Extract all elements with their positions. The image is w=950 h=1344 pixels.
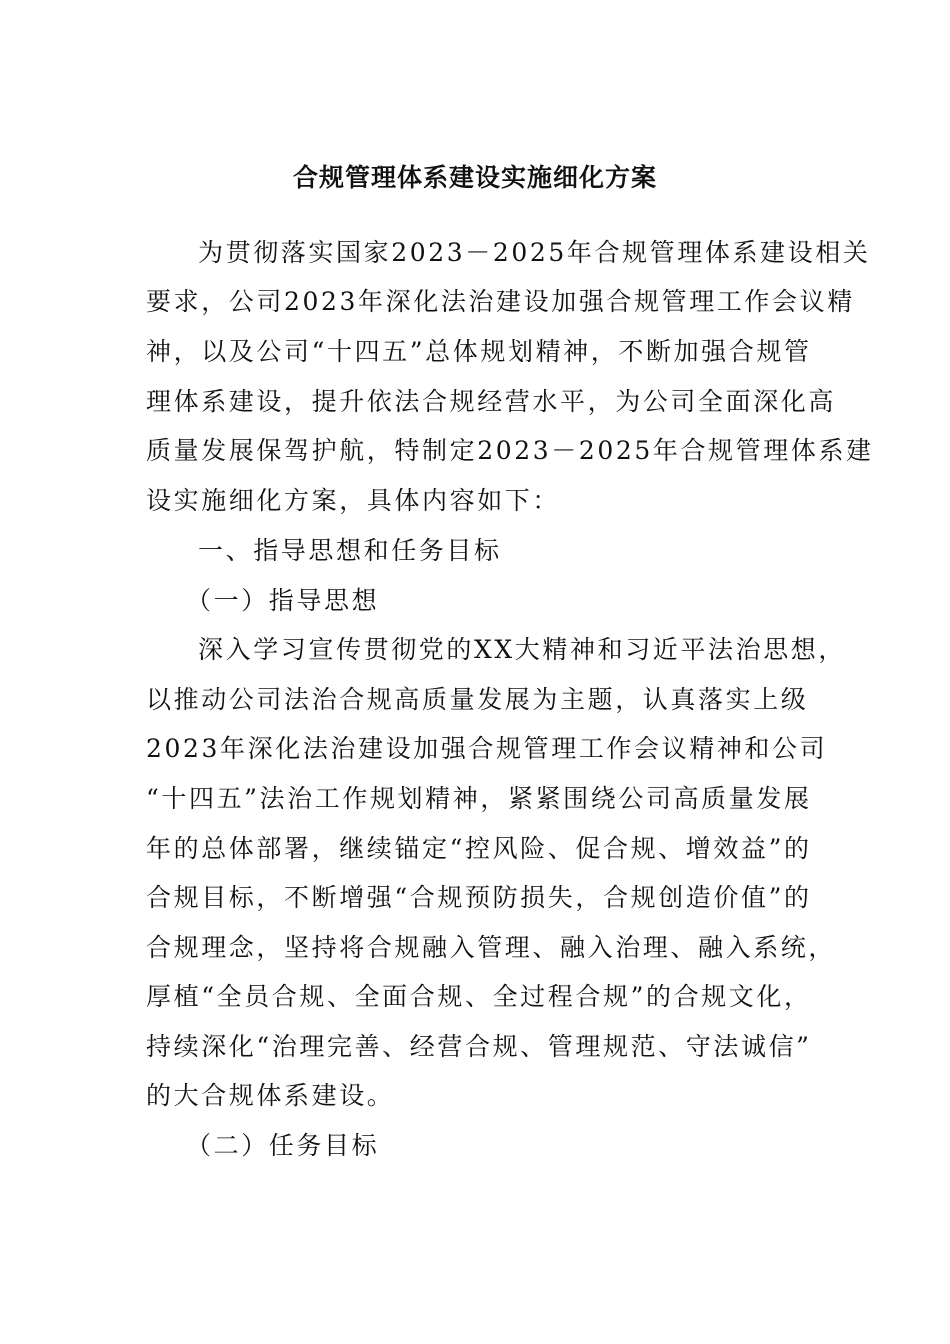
intro-line: 为贯彻落实国家2023－2025年合规管理体系建设相关 bbox=[198, 238, 871, 267]
section-heading: 一、指导思想和任务目标 bbox=[198, 536, 502, 565]
guiding-line: 合规理念，坚持将合规融入管理、融入治理、融入系统， bbox=[146, 933, 837, 962]
intro-line: 质量发展保驾护航，特制定2023－2025年合规管理体系建 bbox=[146, 436, 874, 465]
guiding-line: 深入学习宣传贯彻党的XX大精神和习近平法治思想， bbox=[198, 635, 846, 664]
guiding-line: 年的总体部署，继续锚定“控风险、促合规、增效益”的 bbox=[146, 834, 812, 863]
guiding-line: 持续深化“治理完善、经营合规、管理规范、守法诚信” bbox=[146, 1032, 812, 1061]
subsection-heading: （一）指导思想 bbox=[186, 586, 380, 615]
guiding-line: 合规目标，不断增强“合规预防损失，合规创造价值”的 bbox=[146, 883, 812, 912]
intro-line: 理体系建设，提升依法合规经营水平，为公司全面深化高 bbox=[146, 387, 837, 416]
guiding-line: 以推动公司法治合规高质量发展为主题，认真落实上级 bbox=[146, 685, 809, 714]
guiding-line: 的大合规体系建设。 bbox=[146, 1081, 395, 1110]
guiding-line: 厚植“全员合规、全面合规、全过程合规”的合规文化， bbox=[146, 982, 812, 1011]
intro-line: 神，以及公司“十四五”总体规划精神，不断加强合规管 bbox=[146, 337, 812, 366]
document-title: 合规管理体系建设实施细化方案 bbox=[292, 163, 657, 192]
guiding-line: 2023年深化法治建设加强合规管理工作会议精神和公司 bbox=[146, 734, 828, 763]
intro-line: 设实施细化方案，具体内容如下： bbox=[146, 486, 561, 515]
guiding-line: “十四五”法治工作规划精神，紧紧围绕公司高质量发展 bbox=[146, 784, 812, 813]
subsection-heading: （二）任务目标 bbox=[186, 1131, 380, 1160]
intro-line: 要求，公司2023年深化法治建设加强合规管理工作会议精 bbox=[146, 287, 855, 316]
